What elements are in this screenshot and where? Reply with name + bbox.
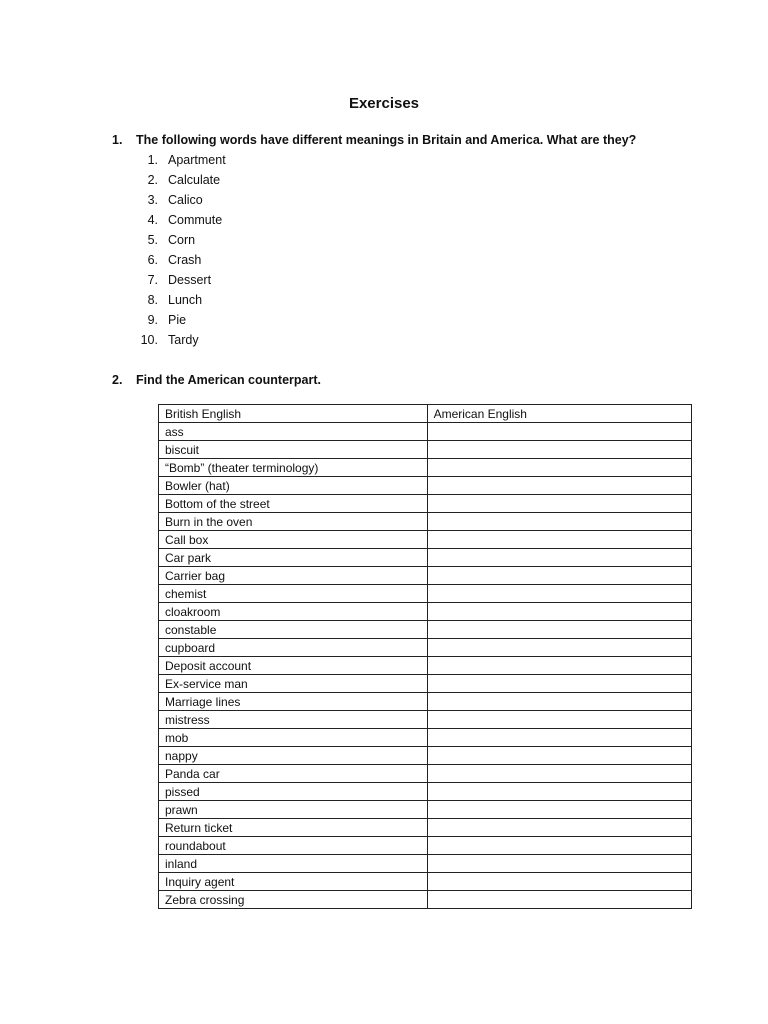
list-item-number: 6. (147, 253, 158, 267)
british-term-cell: cupboard (159, 639, 428, 657)
list-item-word: Pie (168, 313, 187, 327)
british-term-cell: inland (159, 855, 428, 873)
question-number: 2. (112, 373, 123, 387)
american-answer-cell[interactable] (427, 711, 691, 729)
table-row (159, 819, 692, 837)
british-term-cell: Return ticket (159, 819, 428, 837)
british-term-cell: Bowler (hat) (159, 477, 428, 495)
table-row (159, 567, 692, 585)
british-term-cell: constable (159, 621, 428, 639)
british-term-cell: Zebra crossing (159, 891, 428, 909)
american-answer-cell[interactable] (427, 747, 691, 765)
table-row (159, 423, 692, 441)
list-item-word: Apartment (168, 153, 226, 167)
table-row (159, 891, 692, 909)
table-row (159, 711, 692, 729)
table-row (159, 603, 692, 621)
table-row (159, 657, 692, 675)
american-answer-cell[interactable] (427, 585, 691, 603)
british-term-cell: pissed (159, 783, 428, 801)
list-item-word: Calico (168, 193, 203, 207)
american-answer-cell[interactable] (427, 441, 691, 459)
american-answer-cell[interactable] (427, 621, 691, 639)
list-item (131, 292, 226, 312)
list-item-number: 2. (147, 173, 158, 187)
american-answer-cell[interactable] (427, 819, 691, 837)
american-answer-cell[interactable] (427, 855, 691, 873)
british-term-cell: Marriage lines (159, 693, 428, 711)
british-term-cell: prawn (159, 801, 428, 819)
american-answer-cell[interactable] (427, 693, 691, 711)
list-item (131, 232, 226, 252)
american-answer-cell[interactable] (427, 837, 691, 855)
question-number: 1. (112, 133, 123, 147)
question-2 (112, 373, 321, 387)
list-item-number: 1. (147, 153, 158, 167)
american-answer-cell[interactable] (427, 477, 691, 495)
table-row (159, 693, 692, 711)
list-item-word: Calculate (168, 173, 221, 187)
british-term-cell: biscuit (159, 441, 428, 459)
table-row (159, 531, 692, 549)
list-item (131, 212, 226, 232)
american-answer-cell[interactable] (427, 459, 691, 477)
british-term-cell: Ex-service man (159, 675, 428, 693)
question-text: The following words have different meanings in Britain and America. What are they? (136, 133, 637, 147)
british-term-cell: Car park (159, 549, 428, 567)
table-row (159, 441, 692, 459)
list-item-number: 9. (147, 313, 158, 327)
table-row (159, 549, 692, 567)
british-term-cell: Bottom of the street (159, 495, 428, 513)
american-answer-cell[interactable] (427, 531, 691, 549)
british-term-cell: Burn in the oven (159, 513, 428, 531)
table-row (159, 765, 692, 783)
american-answer-cell[interactable] (427, 729, 691, 747)
list-item-number: 10. (140, 333, 158, 347)
list-item (131, 272, 226, 292)
table-header-row (159, 405, 692, 423)
american-answer-cell[interactable] (427, 549, 691, 567)
british-term-cell: mob (159, 729, 428, 747)
american-answer-cell[interactable] (427, 639, 691, 657)
question-1 (112, 133, 636, 147)
british-term-cell: mistress (159, 711, 428, 729)
british-term-cell: nappy (159, 747, 428, 765)
counterpart-table (158, 404, 692, 909)
list-item-word: Corn (168, 233, 196, 247)
table-row (159, 747, 692, 765)
list-item (131, 172, 226, 192)
american-answer-cell[interactable] (427, 423, 691, 441)
list-item (131, 312, 226, 332)
american-answer-cell[interactable] (427, 495, 691, 513)
list-item-word: Dessert (168, 273, 212, 287)
list-item-word: Crash (168, 253, 202, 267)
table-row (159, 783, 692, 801)
list-item (131, 332, 226, 352)
list-item-word: Tardy (168, 333, 199, 347)
british-term-cell: cloakroom (159, 603, 428, 621)
table-row (159, 855, 692, 873)
british-term-cell: Inquiry agent (159, 873, 428, 891)
list-item (131, 252, 226, 272)
american-answer-cell[interactable] (427, 603, 691, 621)
table-row (159, 495, 692, 513)
table-row (159, 513, 692, 531)
american-answer-cell[interactable] (427, 873, 691, 891)
british-term-cell: “Bomb” (theater terminology) (159, 459, 428, 477)
header-american-english: American English (427, 405, 691, 423)
british-term-cell: Carrier bag (159, 567, 428, 585)
list-item-number: 8. (147, 293, 158, 307)
table-row (159, 585, 692, 603)
table-row (159, 801, 692, 819)
table-row (159, 873, 692, 891)
list-item (131, 192, 226, 212)
question-text: Find the American counterpart. (136, 373, 321, 387)
table-row (159, 675, 692, 693)
table-row (159, 639, 692, 657)
list-item-number: 3. (147, 193, 158, 207)
american-answer-cell[interactable] (427, 765, 691, 783)
british-term-cell: roundabout (159, 837, 428, 855)
header-british-english: British English (159, 405, 428, 423)
american-answer-cell[interactable] (427, 783, 691, 801)
british-term-cell: ass (159, 423, 428, 441)
list-item-word: Lunch (168, 293, 203, 307)
page-title: Exercises (348, 95, 420, 112)
list-item-number: 4. (147, 213, 158, 227)
word-list (131, 152, 226, 352)
british-term-cell: Deposit account (159, 657, 428, 675)
table-row (159, 477, 692, 495)
list-item-word: Commute (168, 213, 223, 227)
american-answer-cell[interactable] (427, 801, 691, 819)
table-row (159, 729, 692, 747)
british-term-cell: chemist (159, 585, 428, 603)
american-answer-cell[interactable] (427, 891, 691, 909)
list-item-number: 5. (147, 233, 158, 247)
table-row (159, 837, 692, 855)
british-term-cell: Panda car (159, 765, 428, 783)
american-answer-cell[interactable] (427, 675, 691, 693)
american-answer-cell[interactable] (427, 567, 691, 585)
table-row (159, 459, 692, 477)
british-term-cell: Call box (159, 531, 428, 549)
american-answer-cell[interactable] (427, 657, 691, 675)
table-body (159, 405, 692, 909)
table-row (159, 621, 692, 639)
list-item-number: 7. (147, 273, 158, 287)
list-item (131, 152, 226, 172)
american-answer-cell[interactable] (427, 513, 691, 531)
